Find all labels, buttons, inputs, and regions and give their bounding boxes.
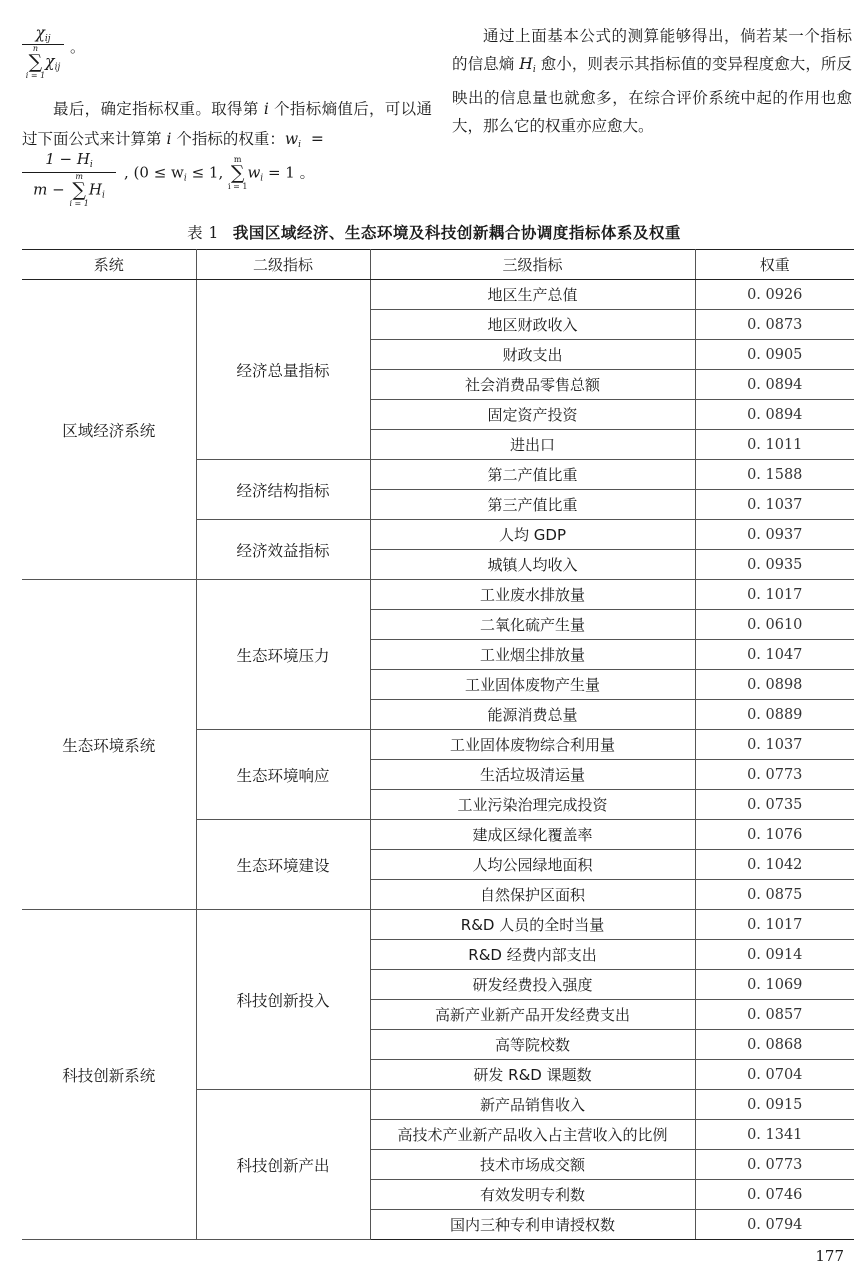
weight-cell: 0. 1037: [695, 490, 854, 520]
tertiary-indicator-cell: 高技术产业新产品收入占主营收入的比例: [370, 1120, 695, 1150]
weight-paragraph: 最后，确定指标权重。取得第 i 个指标熵值后，可以通过下面公式来计算第 i 个指标的权重：$w_i$ =: [22, 100, 432, 150]
tertiary-indicator-cell: 财政支出: [370, 340, 695, 370]
weight-cell: 0. 0794: [695, 1210, 854, 1240]
entropy-paragraph: 通过上面基本公式的测算能够得出，倘若某一个指标的信息熵 $H_i$ 愈小，则表示其指标值的变异程度愈大，所反映出的信息量也就愈多，在综合评价系统中起的作用也愈大，那么它的权重亦应愈大。: [452, 27, 852, 135]
header-secondary-indicator: 二级指标: [196, 250, 370, 280]
weight-cell: 0. 1037: [695, 730, 854, 760]
weight-cell: 0. 0857: [695, 1000, 854, 1030]
table-caption: 表 1 我国区域经济、生态环境及科技创新耦合协调度指标体系及权重: [187, 224, 681, 242]
tertiary-indicator-cell: 能源消费总量: [370, 700, 695, 730]
tertiary-indicator-cell: 研发 R&D 课题数: [370, 1060, 695, 1090]
weight-cell: 0. 1017: [695, 910, 854, 940]
tertiary-indicator-cell: 进出口: [370, 430, 695, 460]
tertiary-indicator-cell: 社会消费品零售总额: [370, 370, 695, 400]
weight-cell: 0. 0875: [695, 880, 854, 910]
weight-cell: 0. 0905: [695, 340, 854, 370]
weight-cell: 0. 1341: [695, 1120, 854, 1150]
weight-cell: 0. 0894: [695, 400, 854, 430]
weight-cell: 0. 0935: [695, 550, 854, 580]
tertiary-indicator-cell: 高等院校数: [370, 1030, 695, 1060]
weight-cell: 0. 1047: [695, 640, 854, 670]
secondary-indicator-cell: 科技创新产出: [196, 1090, 370, 1240]
weight-cell: 0. 0704: [695, 1060, 854, 1090]
tertiary-indicator-cell: R&D 人员的全时当量: [370, 910, 695, 940]
tertiary-indicator-cell: 工业固体废物产生量: [370, 670, 695, 700]
weight-cell: 0. 0914: [695, 940, 854, 970]
tertiary-indicator-cell: 生活垃圾清运量: [370, 760, 695, 790]
weight-cell: 0. 0873: [695, 310, 854, 340]
tertiary-indicator-cell: 固定资产投资: [370, 400, 695, 430]
secondary-indicator-cell: 生态环境建设: [196, 820, 370, 910]
right-column: [452, 22, 852, 140]
tertiary-indicator-cell: 新产品销售收入: [370, 1090, 695, 1120]
weight-cell: 0. 0746: [695, 1180, 854, 1210]
weight-cell: 0. 0735: [695, 790, 854, 820]
tertiary-indicator-cell: 人均 GDP: [370, 520, 695, 550]
secondary-indicator-cell: 经济结构指标: [196, 460, 370, 520]
header-weight: 权重: [695, 250, 854, 280]
weight-cell: 0. 1069: [695, 970, 854, 1000]
secondary-indicator-cell: 生态环境压力: [196, 580, 370, 730]
system-name-cell: 区域经济系统: [22, 280, 196, 580]
tertiary-indicator-cell: 高新产业新产品开发经费支出: [370, 1000, 695, 1030]
tertiary-indicator-cell: 地区生产总值: [370, 280, 695, 310]
tertiary-indicator-cell: 有效发明专利数: [370, 1180, 695, 1210]
tertiary-indicator-cell: R&D 经费内部支出: [370, 940, 695, 970]
table-row: [22, 280, 854, 310]
tertiary-indicator-cell: 技术市场成交额: [370, 1150, 695, 1180]
weight-cell: 0. 1076: [695, 820, 854, 850]
table-row: [22, 580, 854, 610]
weight-cell: 0. 1042: [695, 850, 854, 880]
table-body: [22, 280, 854, 1240]
tertiary-indicator-cell: 第二产值比重: [370, 460, 695, 490]
system-name-cell: 科技创新系统: [22, 910, 196, 1240]
tertiary-indicator-cell: 人均公园绿地面积: [370, 850, 695, 880]
weight-cell: 0. 1017: [695, 580, 854, 610]
formula-weight: $1 - H_i$ m − m ∑ i = 1 $H_i$ , ($0 \le w_i \le 1$, m ∑ i = 1 $w_i = 1$ 。: [22, 150, 116, 208]
weight-cell: 0. 1011: [695, 430, 854, 460]
tertiary-indicator-cell: 城镇人均收入: [370, 550, 695, 580]
table-row: [22, 910, 854, 940]
secondary-indicator-cell: 科技创新投入: [196, 910, 370, 1090]
table-header-row: [22, 250, 854, 280]
tertiary-indicator-cell: 工业污染治理完成投资: [370, 790, 695, 820]
weight-cell: 0. 1588: [695, 460, 854, 490]
weight-cell: 0. 0915: [695, 1090, 854, 1120]
tertiary-indicator-cell: 工业固体废物综合利用量: [370, 730, 695, 760]
weight-cell: 0. 0898: [695, 670, 854, 700]
tertiary-indicator-cell: 研发经费投入强度: [370, 970, 695, 1000]
tertiary-indicator-cell: 地区财政收入: [370, 310, 695, 340]
tertiary-indicator-cell: 建成区绿化覆盖率: [370, 820, 695, 850]
weight-cell: 0. 0868: [695, 1030, 854, 1060]
weight-cell: 0. 0889: [695, 700, 854, 730]
indicator-table: [22, 249, 854, 1240]
secondary-indicator-cell: 经济效益指标: [196, 520, 370, 580]
tertiary-indicator-cell: 自然保护区面积: [370, 880, 695, 910]
tertiary-indicator-cell: 第三产值比重: [370, 490, 695, 520]
page-number: 177: [815, 1247, 844, 1265]
weight-cell: 0. 0773: [695, 1150, 854, 1180]
header-system: 系统: [22, 250, 196, 280]
secondary-indicator-cell: 经济总量指标: [196, 280, 370, 460]
weight-cell: 0. 0926: [695, 280, 854, 310]
system-name-cell: 生态环境系统: [22, 580, 196, 910]
weight-cell: 0. 0937: [695, 520, 854, 550]
weight-cell: 0. 0773: [695, 760, 854, 790]
header-tertiary-indicator: 三级指标: [370, 250, 695, 280]
tertiary-indicator-cell: 二氧化硫产生量: [370, 610, 695, 640]
formula-normalization: $\chi_{ij}$ n ∑ i = 1 $\chi_{ij}$: [22, 24, 64, 80]
tertiary-indicator-cell: 工业废水排放量: [370, 580, 695, 610]
tertiary-indicator-cell: 工业烟尘排放量: [370, 640, 695, 670]
tertiary-indicator-cell: 国内三种专利申请授权数: [370, 1210, 695, 1240]
weight-cell: 0. 0610: [695, 610, 854, 640]
secondary-indicator-cell: 生态环境响应: [196, 730, 370, 820]
weight-cell: 0. 0894: [695, 370, 854, 400]
